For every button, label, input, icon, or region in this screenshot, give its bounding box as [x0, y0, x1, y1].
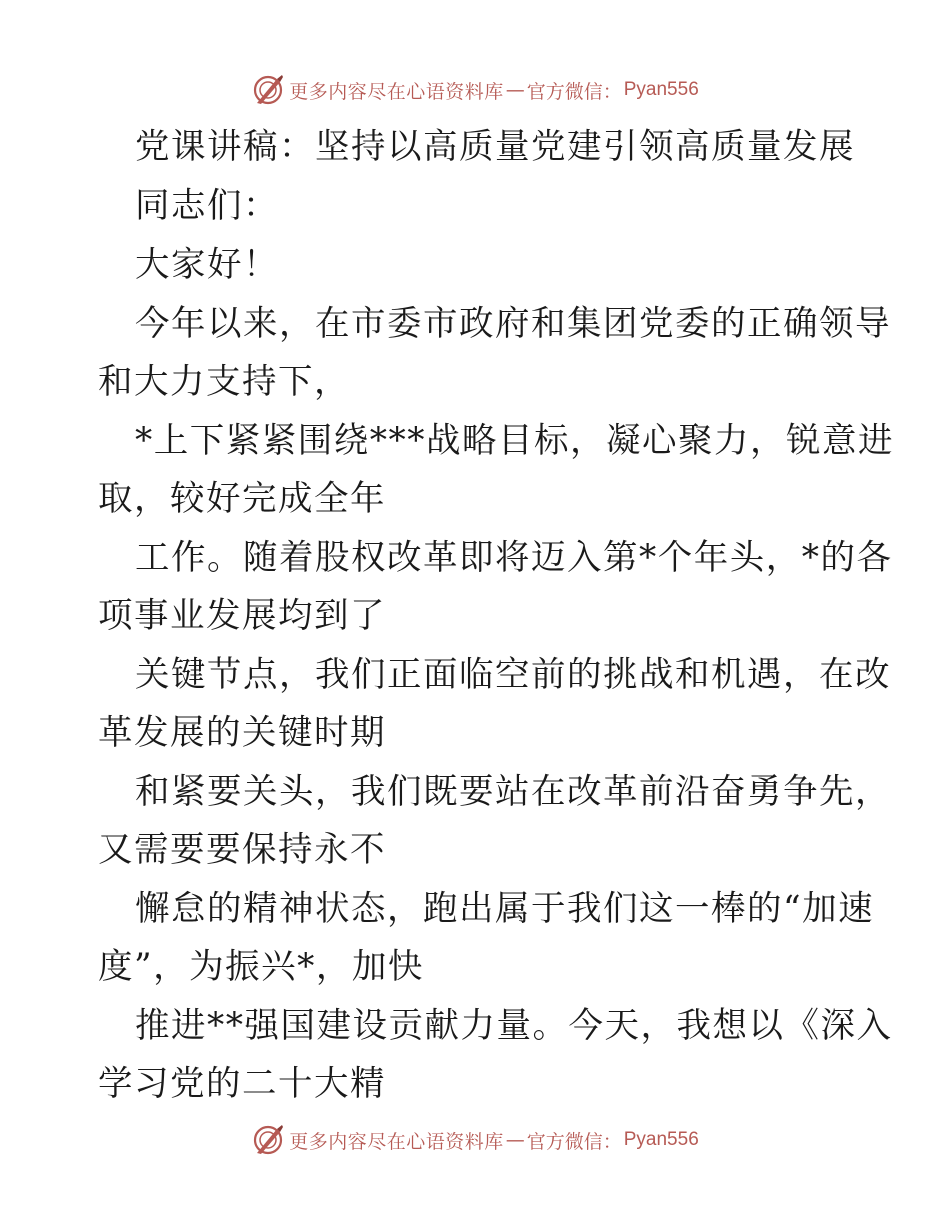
footer-watermark [0, 1120, 950, 1160]
watermark-wechat-label: 官方微信： [526, 80, 622, 103]
paragraph-line: 取，较好完成全年 [98, 479, 386, 519]
paragraph-line: 度”，为振兴*，加快 [98, 947, 424, 987]
paragraph-line: 懈怠的精神状态，跑出属于我们这一棒的“加速 [135, 889, 875, 929]
paragraph-line: 推进**强国建设贡献力量。今天，我想以《深入 [135, 1006, 893, 1046]
paragraph-line: 工作。随着股权改革即将迈入第*个年头，*的各 [135, 538, 893, 578]
header-watermark [0, 70, 950, 110]
watermark-text: 更多内容尽在心语资料库 [289, 1130, 504, 1153]
watermark-wechat-id: Pyan556 [623, 1129, 699, 1150]
quill-pen-logo-icon [251, 1123, 285, 1157]
paragraph-line: 和大力支持下， [98, 362, 350, 402]
watermark-wechat-id: Pyan556 [623, 79, 699, 100]
paragraph-line: 革发展的关键时期 [98, 713, 386, 753]
paragraph-line: 学习党的二十大精 [98, 1064, 386, 1104]
paragraph-line: 关键节点，我们正面临空前的挑战和机遇，在改 [135, 655, 891, 695]
watermark-wechat-label: 官方微信： [526, 1130, 622, 1153]
watermark-dash: — [505, 1129, 525, 1151]
paragraph-line: *上下紧紧围绕***战略目标，凝心聚力，锐意进 [135, 421, 894, 461]
quill-pen-logo-icon [251, 73, 285, 107]
paragraph-line: 和紧要关头，我们既要站在改革前沿奋勇争先， [135, 772, 891, 812]
paragraph-line: 又需要要保持永不 [98, 830, 386, 870]
paragraph-line: 同志们： [135, 186, 279, 226]
paragraph-line: 大家好！ [135, 245, 279, 285]
paragraph-line: 今年以来，在市委市政府和集团党委的正确领导 [135, 304, 891, 344]
watermark-dash: — [505, 79, 525, 101]
document-title: 党课讲稿：坚持以高质量党建引领高质量发展 [135, 127, 855, 167]
watermark-text: 更多内容尽在心语资料库 [289, 80, 504, 103]
paragraph-line: 项事业发展均到了 [98, 596, 386, 636]
